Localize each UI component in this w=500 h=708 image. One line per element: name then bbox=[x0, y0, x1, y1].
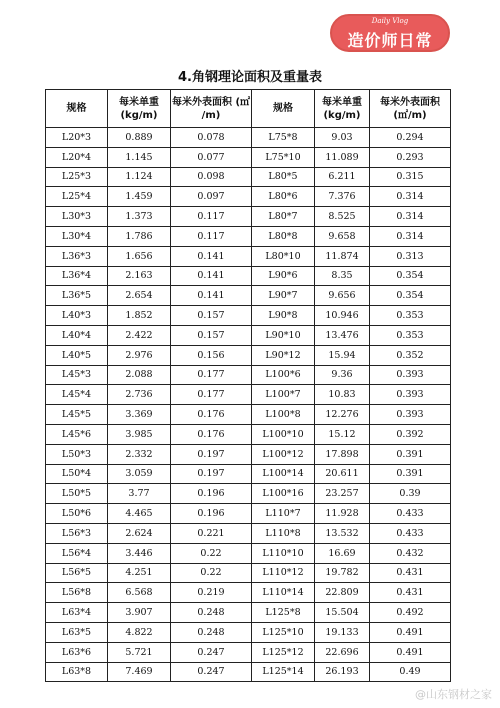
table-cell: L100*10 bbox=[252, 424, 315, 444]
table-row bbox=[46, 226, 451, 246]
table-cell: L20*3 bbox=[46, 128, 108, 148]
table-cell: 15.504 bbox=[315, 603, 370, 623]
table-cell: 5.721 bbox=[108, 642, 171, 662]
table-cell: 0.097 bbox=[171, 187, 252, 207]
table-row bbox=[46, 385, 451, 405]
table-cell: 3.059 bbox=[108, 464, 171, 484]
table-cell: L45*5 bbox=[46, 405, 108, 425]
table-cell: 0.393 bbox=[370, 385, 451, 405]
table-cell: 0.353 bbox=[370, 306, 451, 326]
table-cell: 19.133 bbox=[315, 622, 370, 642]
table-cell: 0.247 bbox=[171, 662, 252, 682]
table-row bbox=[46, 424, 451, 444]
table-cell: 2.088 bbox=[108, 365, 171, 385]
table-cell: 0.431 bbox=[370, 563, 451, 583]
table-cell: L36*5 bbox=[46, 286, 108, 306]
table-row bbox=[46, 603, 451, 623]
table-cell: L100*16 bbox=[252, 484, 315, 504]
table-cell: L20*4 bbox=[46, 147, 108, 167]
table-cell: 2.422 bbox=[108, 325, 171, 345]
table-cell: 10.946 bbox=[315, 306, 370, 326]
table-cell: 9.03 bbox=[315, 128, 370, 148]
table-cell: 2.976 bbox=[108, 345, 171, 365]
table-cell: 0.492 bbox=[370, 603, 451, 623]
table-cell: 2.163 bbox=[108, 266, 171, 286]
table-cell: L50*6 bbox=[46, 504, 108, 524]
table-cell: 0.22 bbox=[171, 563, 252, 583]
table-cell: 0.432 bbox=[370, 543, 451, 563]
table-cell: 0.889 bbox=[108, 128, 171, 148]
table-cell: 0.248 bbox=[171, 603, 252, 623]
table-cell: 19.782 bbox=[315, 563, 370, 583]
table-cell: 0.391 bbox=[370, 464, 451, 484]
table-row bbox=[46, 266, 451, 286]
table-cell: 10.83 bbox=[315, 385, 370, 405]
table-cell: L110*12 bbox=[252, 563, 315, 583]
table-cell: L80*7 bbox=[252, 207, 315, 227]
brand-logo bbox=[330, 14, 450, 52]
table-cell: L100*8 bbox=[252, 405, 315, 425]
table-cell: 0.353 bbox=[370, 325, 451, 345]
table-row bbox=[46, 563, 451, 583]
table-cell: 0.176 bbox=[171, 424, 252, 444]
table-cell: 0.314 bbox=[370, 207, 451, 227]
table-cell: L63*6 bbox=[46, 642, 108, 662]
table-cell: 0.431 bbox=[370, 583, 451, 603]
table-row bbox=[46, 583, 451, 603]
table-cell: L75*10 bbox=[252, 147, 315, 167]
table-cell: 0.157 bbox=[171, 306, 252, 326]
column-header-text: (㎡/m) bbox=[393, 109, 427, 121]
table-cell: 0.354 bbox=[370, 266, 451, 286]
table-cell: 0.221 bbox=[171, 523, 252, 543]
table-cell: 0.22 bbox=[171, 543, 252, 563]
angle-steel-table bbox=[45, 89, 451, 682]
table-cell: 0.354 bbox=[370, 286, 451, 306]
table-cell: 0.098 bbox=[171, 167, 252, 187]
table-cell: 22.696 bbox=[315, 642, 370, 662]
table-cell: 1.373 bbox=[108, 207, 171, 227]
table-cell: 0.078 bbox=[171, 128, 252, 148]
column-header bbox=[252, 90, 315, 128]
table-cell: L90*8 bbox=[252, 306, 315, 326]
table-cell: 1.145 bbox=[108, 147, 171, 167]
table-cell: 20.611 bbox=[315, 464, 370, 484]
table-cell: 0.491 bbox=[370, 622, 451, 642]
table-cell: L90*12 bbox=[252, 345, 315, 365]
table-cell: 0.491 bbox=[370, 642, 451, 662]
table-cell: 0.314 bbox=[370, 226, 451, 246]
table-cell: 4.251 bbox=[108, 563, 171, 583]
table-cell: 2.736 bbox=[108, 385, 171, 405]
table-cell: 9.36 bbox=[315, 365, 370, 385]
logo-main-text: 造价师日常 bbox=[347, 31, 433, 50]
table-cell: 6.568 bbox=[108, 583, 171, 603]
table-cell: 26.193 bbox=[315, 662, 370, 682]
table-row bbox=[46, 147, 451, 167]
table-cell: L110*8 bbox=[252, 523, 315, 543]
table-cell: L45*3 bbox=[46, 365, 108, 385]
table-cell: L25*3 bbox=[46, 167, 108, 187]
table-cell: 2.332 bbox=[108, 444, 171, 464]
table-row bbox=[46, 167, 451, 187]
table-cell: L56*5 bbox=[46, 563, 108, 583]
table-cell: L25*4 bbox=[46, 187, 108, 207]
table-cell: 0.196 bbox=[171, 504, 252, 524]
column-header-text: 规格 bbox=[273, 103, 293, 114]
table-cell: 3.446 bbox=[108, 543, 171, 563]
table-cell: 8.525 bbox=[315, 207, 370, 227]
table-cell: L125*12 bbox=[252, 642, 315, 662]
table-cell: L75*8 bbox=[252, 128, 315, 148]
table-cell: 0.314 bbox=[370, 187, 451, 207]
table-cell: 0.197 bbox=[171, 464, 252, 484]
table-cell: 12.276 bbox=[315, 405, 370, 425]
table-cell: 11.089 bbox=[315, 147, 370, 167]
table-cell: 15.12 bbox=[315, 424, 370, 444]
table-cell: 13.532 bbox=[315, 523, 370, 543]
table-cell: L80*6 bbox=[252, 187, 315, 207]
table-header-row bbox=[46, 90, 451, 128]
table-row bbox=[46, 246, 451, 266]
table-cell: L56*8 bbox=[46, 583, 108, 603]
table-cell: L100*12 bbox=[252, 444, 315, 464]
table-cell: L36*3 bbox=[46, 246, 108, 266]
table-cell: L100*14 bbox=[252, 464, 315, 484]
page-title: 4.角钢理论面积及重量表 bbox=[178, 70, 322, 85]
table-cell: 0.313 bbox=[370, 246, 451, 266]
table-cell: 11.874 bbox=[315, 246, 370, 266]
table-row bbox=[46, 405, 451, 425]
table-cell: 3.369 bbox=[108, 405, 171, 425]
table-cell: 11.928 bbox=[315, 504, 370, 524]
table-cell: 0.391 bbox=[370, 444, 451, 464]
table-cell: L125*10 bbox=[252, 622, 315, 642]
table-row bbox=[46, 523, 451, 543]
table-cell: 7.376 bbox=[315, 187, 370, 207]
column-header bbox=[46, 90, 108, 128]
table-cell: 13.476 bbox=[315, 325, 370, 345]
table-cell: 1.786 bbox=[108, 226, 171, 246]
table-cell: 1.124 bbox=[108, 167, 171, 187]
table-cell: 9.658 bbox=[315, 226, 370, 246]
column-header-text: 每米外表面积 bbox=[380, 96, 440, 108]
table-cell: 3.907 bbox=[108, 603, 171, 623]
table-cell: L40*5 bbox=[46, 345, 108, 365]
table-row bbox=[46, 484, 451, 504]
table-row bbox=[46, 128, 451, 148]
table-cell: 0.077 bbox=[171, 147, 252, 167]
table-cell: 1.852 bbox=[108, 306, 171, 326]
table-cell: 0.141 bbox=[171, 246, 252, 266]
table-cell: L100*6 bbox=[252, 365, 315, 385]
table-cell: 2.624 bbox=[108, 523, 171, 543]
table-cell: 0.157 bbox=[171, 325, 252, 345]
table-cell: 0.141 bbox=[171, 286, 252, 306]
table-row bbox=[46, 444, 451, 464]
table-cell: 3.985 bbox=[108, 424, 171, 444]
table-cell: L90*10 bbox=[252, 325, 315, 345]
column-header-text: 每米单重 bbox=[119, 96, 159, 108]
table-cell: 7.469 bbox=[108, 662, 171, 682]
table-cell: 0.197 bbox=[171, 444, 252, 464]
table-row bbox=[46, 306, 451, 326]
table-cell: 0.141 bbox=[171, 266, 252, 286]
table-cell: 0.247 bbox=[171, 642, 252, 662]
table-row bbox=[46, 504, 451, 524]
table-cell: L50*5 bbox=[46, 484, 108, 504]
table-cell: 0.393 bbox=[370, 405, 451, 425]
table-row bbox=[46, 207, 451, 227]
column-header bbox=[315, 90, 370, 128]
table-cell: L110*10 bbox=[252, 543, 315, 563]
table-cell: L125*14 bbox=[252, 662, 315, 682]
table-row bbox=[46, 365, 451, 385]
table-row bbox=[46, 662, 451, 682]
table-cell: 0.49 bbox=[370, 662, 451, 682]
table-cell: L80*5 bbox=[252, 167, 315, 187]
table-cell: L40*4 bbox=[46, 325, 108, 345]
table-cell: 0.156 bbox=[171, 345, 252, 365]
table-cell: L90*6 bbox=[252, 266, 315, 286]
table-cell: 0.315 bbox=[370, 167, 451, 187]
table-cell: L45*6 bbox=[46, 424, 108, 444]
table-cell: L90*7 bbox=[252, 286, 315, 306]
column-header-text: 每米外表面积 (㎡ bbox=[171, 96, 251, 108]
table-cell: 4.465 bbox=[108, 504, 171, 524]
table-row bbox=[46, 464, 451, 484]
table-cell: L80*8 bbox=[252, 226, 315, 246]
table-cell: 0.117 bbox=[171, 207, 252, 227]
table-cell: L40*3 bbox=[46, 306, 108, 326]
table-cell: 0.177 bbox=[171, 365, 252, 385]
table-row bbox=[46, 325, 451, 345]
table-cell: L110*7 bbox=[252, 504, 315, 524]
table-cell: 0.39 bbox=[370, 484, 451, 504]
table-cell: 16.69 bbox=[315, 543, 370, 563]
table-cell: 0.294 bbox=[370, 128, 451, 148]
table-cell: 3.77 bbox=[108, 484, 171, 504]
table-cell: 0.248 bbox=[171, 622, 252, 642]
column-header-text: 规格 bbox=[66, 103, 87, 114]
table-cell: 0.433 bbox=[370, 504, 451, 524]
column-header bbox=[370, 90, 451, 128]
table-cell: 6.211 bbox=[315, 167, 370, 187]
table-cell: 0.392 bbox=[370, 424, 451, 444]
table-cell: 9.656 bbox=[315, 286, 370, 306]
table-cell: L63*8 bbox=[46, 662, 108, 682]
column-header bbox=[171, 90, 252, 128]
table-cell: L63*4 bbox=[46, 603, 108, 623]
table-cell: 0.196 bbox=[171, 484, 252, 504]
table-row bbox=[46, 286, 451, 306]
table-row bbox=[46, 187, 451, 207]
table-cell: L110*14 bbox=[252, 583, 315, 603]
table-cell: 0.219 bbox=[171, 583, 252, 603]
table-cell: 15.94 bbox=[315, 345, 370, 365]
logo-small-text: Daily Vlog bbox=[371, 17, 409, 25]
table-body bbox=[46, 128, 451, 682]
table-row bbox=[46, 543, 451, 563]
column-header-text: 每米单重 bbox=[322, 96, 362, 108]
table-cell: 0.176 bbox=[171, 405, 252, 425]
table-cell: 4.822 bbox=[108, 622, 171, 642]
table-cell: 0.293 bbox=[370, 147, 451, 167]
table-row bbox=[46, 345, 451, 365]
table-cell: 0.177 bbox=[171, 385, 252, 405]
table-cell: 0.117 bbox=[171, 226, 252, 246]
table-cell: 0.393 bbox=[370, 365, 451, 385]
table-cell: 0.352 bbox=[370, 345, 451, 365]
table-cell: L63*5 bbox=[46, 622, 108, 642]
table-cell: L45*4 bbox=[46, 385, 108, 405]
table-cell: L56*3 bbox=[46, 523, 108, 543]
table-cell: L36*4 bbox=[46, 266, 108, 286]
table-cell: 1.656 bbox=[108, 246, 171, 266]
table-cell: 8.35 bbox=[315, 266, 370, 286]
table-cell: L30*3 bbox=[46, 207, 108, 227]
table-cell: L56*4 bbox=[46, 543, 108, 563]
table-cell: 17.898 bbox=[315, 444, 370, 464]
column-header-text: (kg/m) bbox=[323, 109, 361, 121]
column-header bbox=[108, 90, 171, 128]
table-cell: 1.459 bbox=[108, 187, 171, 207]
column-header-text: (kg/m) bbox=[120, 109, 158, 121]
table-cell: L80*10 bbox=[252, 246, 315, 266]
table-cell: L50*3 bbox=[46, 444, 108, 464]
table-cell: 0.433 bbox=[370, 523, 451, 543]
watermark: @山东钢材之家 bbox=[415, 688, 492, 701]
table-cell: 2.654 bbox=[108, 286, 171, 306]
table-cell: 22.809 bbox=[315, 583, 370, 603]
column-header-text: /m) bbox=[201, 109, 221, 121]
table-cell: 23.257 bbox=[315, 484, 370, 504]
table-row bbox=[46, 622, 451, 642]
table-cell: L125*8 bbox=[252, 603, 315, 623]
table-row bbox=[46, 642, 451, 662]
table-cell: L50*4 bbox=[46, 464, 108, 484]
table-cell: L100*7 bbox=[252, 385, 315, 405]
table-cell: L30*4 bbox=[46, 226, 108, 246]
